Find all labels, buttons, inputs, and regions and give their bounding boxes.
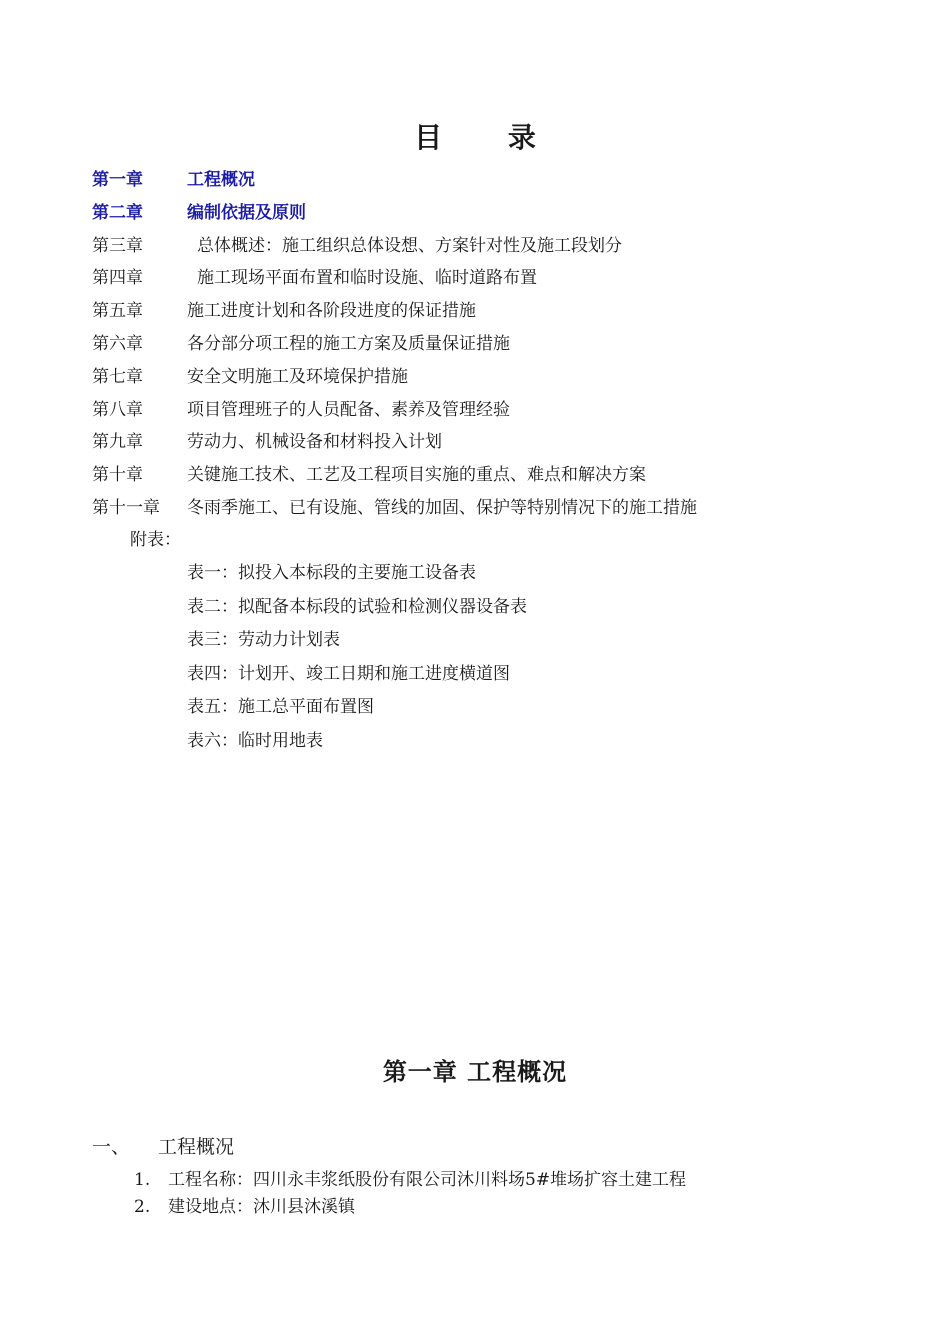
toc-chapter-title: 施工现场平面布置和临时设施、临时道路布置 (197, 268, 537, 289)
toc-chapter-title: 安全文明施工及环境保护措施 (187, 366, 408, 387)
toc-chapter-number: 第一章 (92, 170, 143, 190)
list-item-number: 1. (134, 1170, 151, 1190)
toc-entry-chapter-4 (92, 262, 892, 295)
toc-title: 目 录 (414, 121, 564, 154)
toc-chapter-title: 项目管理班子的人员配备、素养及管理经验 (187, 399, 510, 420)
toc-chapter-number: 第八章 (92, 399, 143, 420)
toc-entry-chapter-2[interactable] (92, 197, 892, 230)
appendix-item: 表二：拟配备本标段的试验和检测仪器设备表 (187, 596, 527, 617)
appendix-label: 附表： (130, 530, 181, 550)
list-item (134, 1167, 686, 1194)
appendix-item: 表五：施工总平面布置图 (187, 697, 374, 718)
appendix-item: 表六：临时用地表 (187, 730, 323, 751)
toc-entry-chapter-3 (92, 230, 892, 263)
section-heading (92, 1133, 234, 1161)
toc-chapter-number: 第二章 (92, 202, 143, 223)
toc-list (92, 164, 892, 525)
appendix-list (187, 557, 527, 759)
toc-chapter-number: 第四章 (92, 268, 143, 289)
appendix-item: 表一：拟投入本标段的主要施工设备表 (187, 563, 476, 583)
list-item (134, 1194, 686, 1221)
toc-entry-chapter-7 (92, 361, 892, 394)
toc-chapter-number: 第九章 (92, 432, 143, 453)
toc-chapter-title: 工程概况 (187, 170, 255, 190)
appendix-item: 表四：计划开、竣工日期和施工进度横道图 (187, 663, 510, 684)
toc-entry-chapter-10 (92, 459, 892, 492)
section-number: 一、 (92, 1136, 131, 1158)
toc-chapter-number: 第七章 (92, 366, 143, 387)
appendix-item: 表三：劳动力计划表 (187, 630, 340, 651)
toc-chapter-title: 冬雨季施工、已有设施、管线的加固、保护等特别情况下的施工措施 (187, 497, 697, 518)
chapter-heading: 第一章 工程概况 (382, 1057, 568, 1086)
toc-entry-chapter-6 (92, 328, 892, 361)
toc-entry-chapter-8 (92, 394, 892, 427)
list-item-text: 工程名称：四川永丰浆纸股份有限公司沐川料场5#堆场扩容土建工程 (168, 1170, 687, 1190)
section-title: 工程概况 (158, 1136, 235, 1158)
list-item-text: 建设地点：沐川县沐溪镇 (168, 1197, 355, 1217)
toc-chapter-number: 第三章 (92, 235, 143, 256)
toc-chapter-title: 关键施工技术、工艺及工程项目实施的重点、难点和解决方案 (187, 465, 646, 486)
toc-entry-chapter-11 (92, 492, 892, 525)
list-item-number: 2. (134, 1197, 151, 1217)
toc-chapter-title: 各分部分项工程的施工方案及质量保证措施 (187, 333, 510, 354)
toc-chapter-number: 第十章 (92, 465, 143, 486)
toc-chapter-number: 第六章 (92, 333, 143, 354)
toc-chapter-number: 第五章 (92, 301, 143, 322)
detail-list (134, 1167, 686, 1221)
toc-entry-chapter-5 (92, 295, 892, 328)
toc-chapter-title: 劳动力、机械设备和材料投入计划 (187, 432, 442, 453)
toc-chapter-number: 第十一章 (92, 497, 160, 518)
toc-chapter-title: 编制依据及原则 (187, 202, 306, 223)
toc-entry-chapter-1[interactable] (92, 164, 892, 197)
toc-chapter-title: 总体概述：施工组织总体设想、方案针对性及施工段划分 (197, 235, 622, 256)
toc-chapter-title: 施工进度计划和各阶段进度的保证措施 (187, 301, 476, 322)
toc-entry-chapter-9 (92, 426, 892, 459)
